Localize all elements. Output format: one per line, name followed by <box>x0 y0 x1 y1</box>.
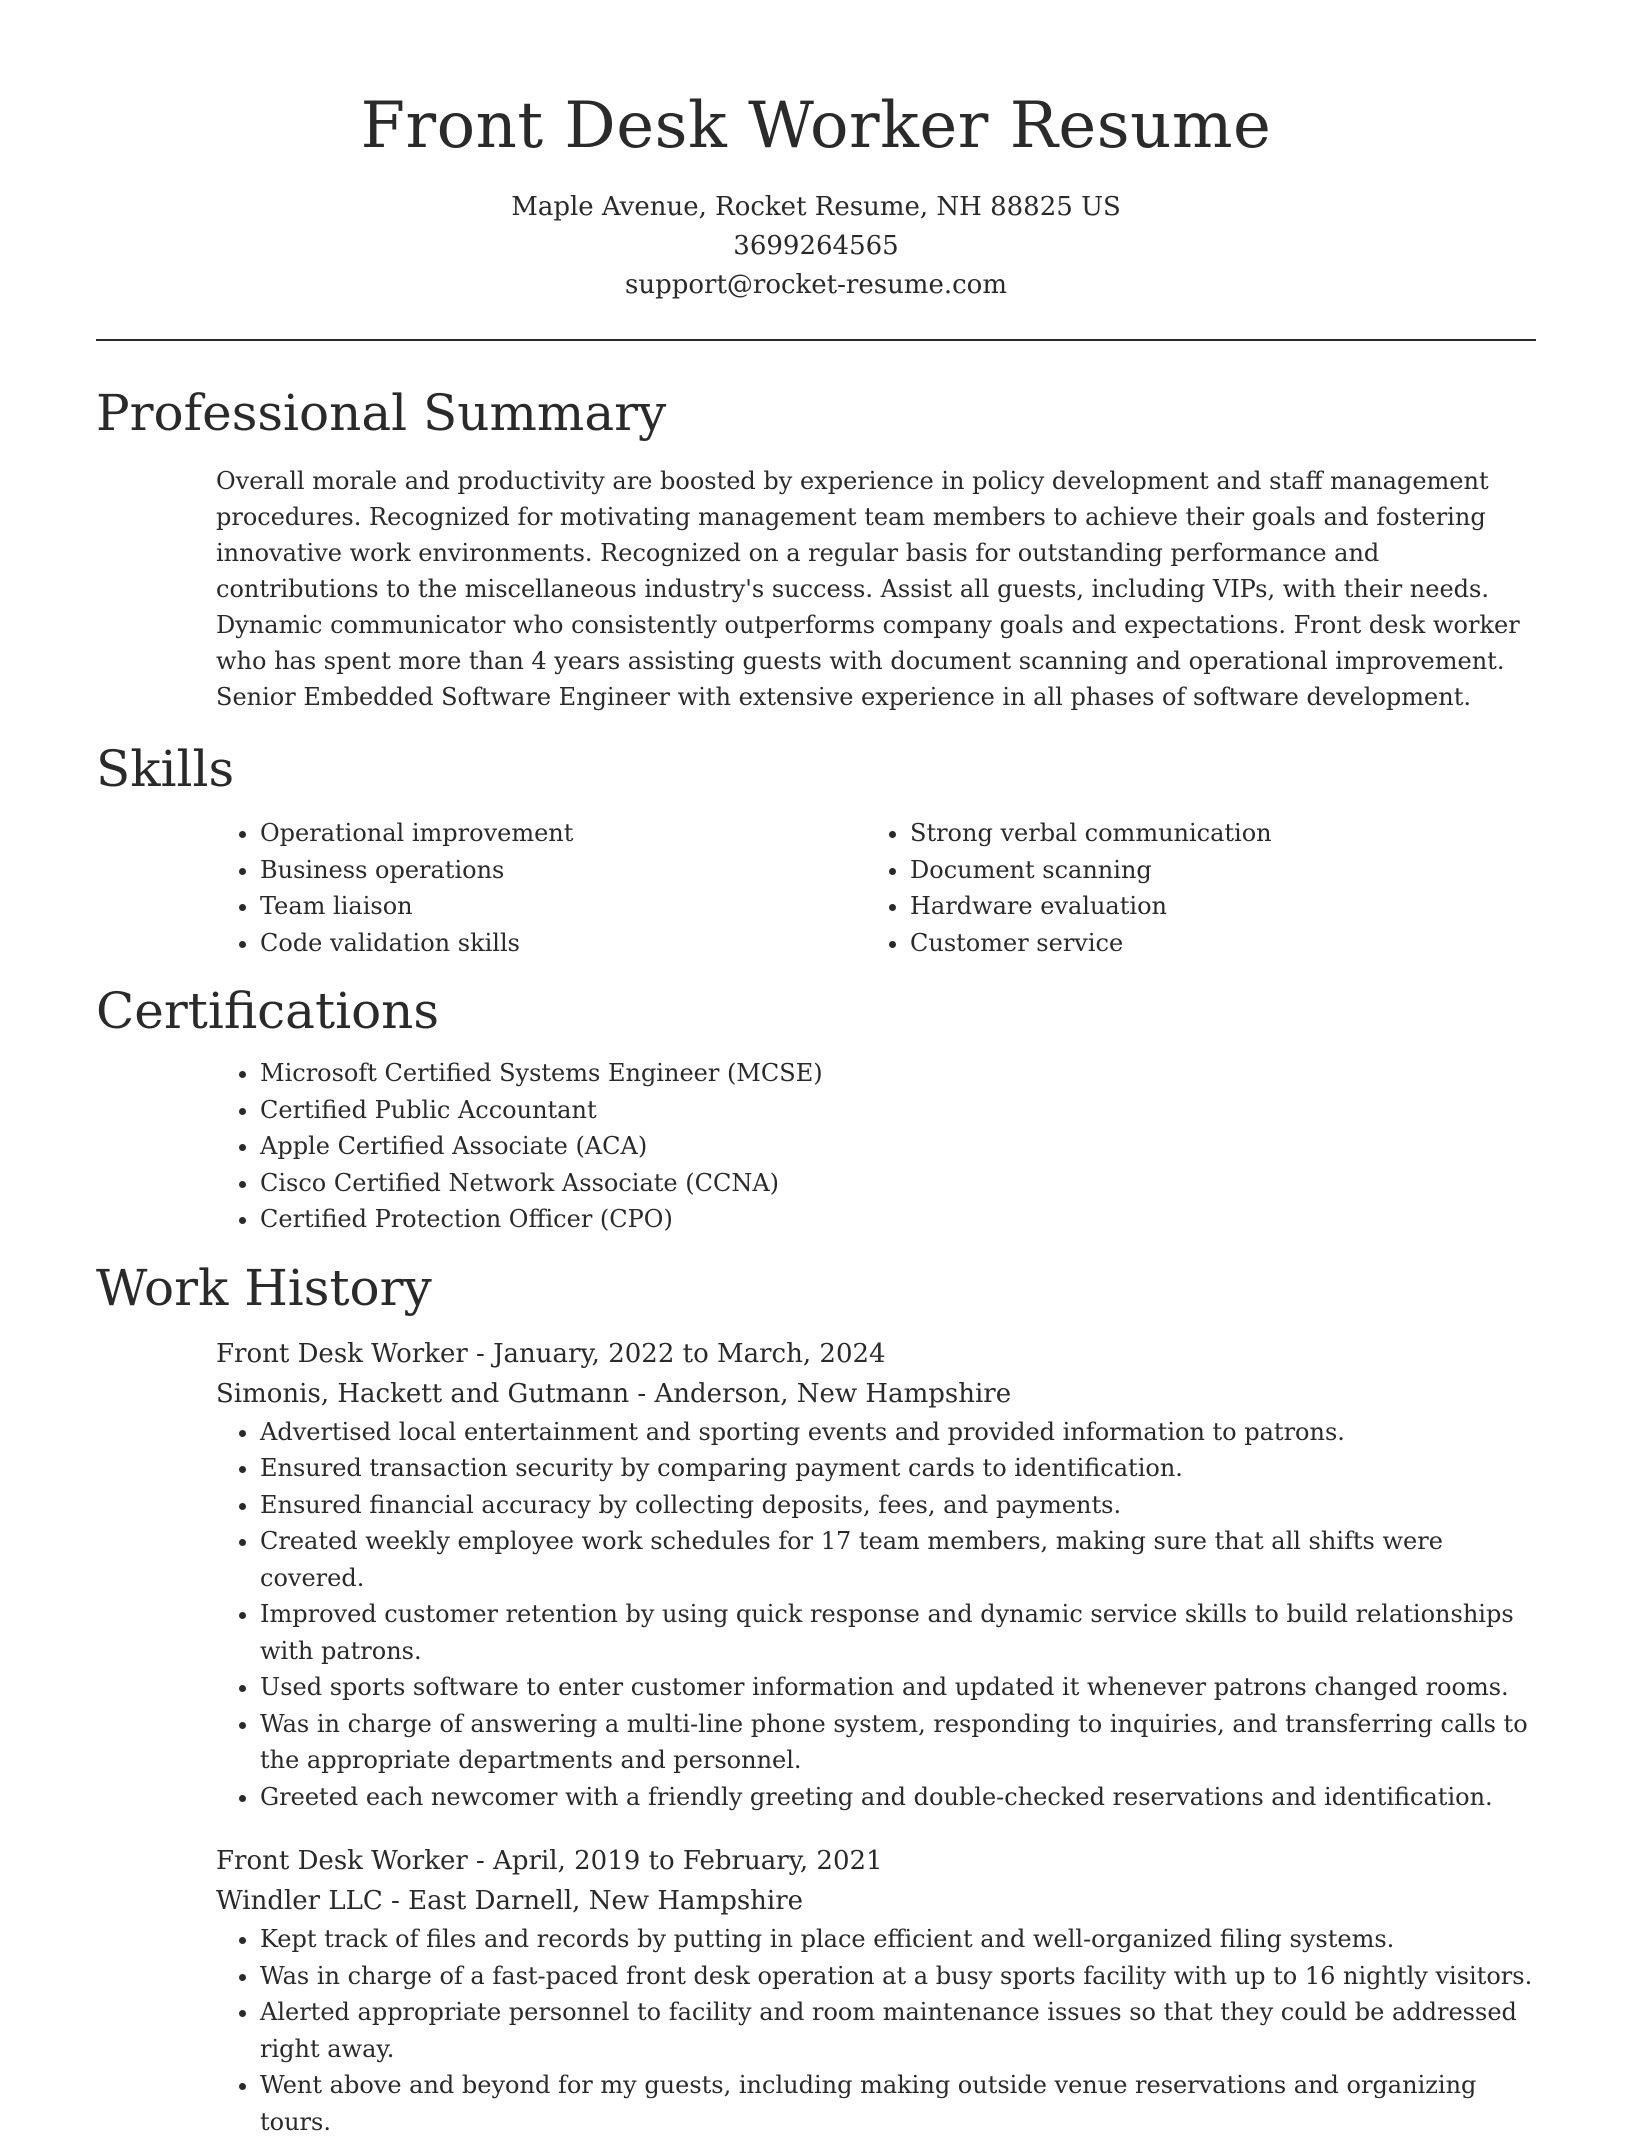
job-entry <box>216 1841 1536 2140</box>
job-duties <box>216 1921 1536 2140</box>
duty-item: • Ensured financial accuracy by collecting deposits, fees, and payments. <box>260 1487 1536 1524</box>
skills-column-right <box>866 815 1516 961</box>
skills-heading: Skills <box>96 740 235 798</box>
skill-item: • Hardware evaluation <box>910 888 1516 925</box>
resume-header <box>96 0 1536 305</box>
duty-item: • Ensured transaction security by comparing payment cards to identification. <box>260 1450 1536 1487</box>
duty-item: • Alerted appropriate personnel to facility and room maintenance issues so that they could be addressed right away. <box>260 1994 1536 2067</box>
job-duties <box>216 1414 1536 1816</box>
job-company-line: Simonis, Hackett and Gutmann - Anderson, New Hampshire <box>216 1378 1012 1409</box>
duty-item: • Used sports software to enter customer information and updated it whenever patrons changed rooms. <box>260 1669 1536 1706</box>
certification-item: • Certified Protection Officer (CPO) <box>260 1201 1536 1238</box>
certifications-heading: Certifications <box>96 982 440 1040</box>
duty-item: • Advertised local entertainment and sporting events and provided information to patrons. <box>260 1414 1536 1451</box>
certification-item: • Microsoft Certified Systems Engineer (MCSE) <box>260 1055 1536 1092</box>
address: Maple Avenue, Rocket Resume, NH 88825 US <box>511 192 1121 222</box>
skill-item: • Business operations <box>260 852 866 889</box>
duty-item: • Went above and beyond for my guests, including making outside venue reservations and organizing tours. <box>260 2067 1536 2140</box>
email: support@rocket-resume.com <box>624 270 1007 300</box>
skill-item: • Team liaison <box>260 888 866 925</box>
certification-item: • Cisco Certified Network Associate (CCNA) <box>260 1165 1536 1202</box>
duty-item: • Greeted each newcomer with a friendly greeting and double-checked reservations and identification. <box>260 1779 1536 1816</box>
skill-item: • Document scanning <box>910 852 1516 889</box>
phone: 3699264565 <box>733 231 899 261</box>
duty-item: • Created weekly employee work schedules for 17 team members, making sure that all shifts were covered. <box>260 1523 1536 1596</box>
job-title-line: Front Desk Worker - April, 2019 to February, 2021 <box>216 1846 883 1876</box>
skills-column-left <box>216 815 866 961</box>
skills-list <box>216 815 1536 961</box>
job-entry <box>216 1334 1536 1816</box>
skill-item: • Customer service <box>910 925 1516 962</box>
resume-title: Front Desk Worker Resume <box>360 89 1272 163</box>
summary-heading: Professional Summary <box>96 384 667 442</box>
summary-text: Overall morale and productivity are boosted by experience in policy development and staff management procedures. Recognized for motivating management team members to achieve their goals and fostering innovative work environments. Recognized on a regular basis for outstanding performance and contributions to the miscellaneous industry's success. Assist all guests, including VIPs, with their needs. Dynamic communicator who consistently outperforms company goals and expectations. Front desk worker who has spent more than 4 years assisting guests with document scanning and operational improvement. Senior Embedded Software Engineer with extensive experience in all phases of software development. <box>216 467 1520 711</box>
skill-item: • Code validation skills <box>260 925 866 962</box>
job-title-line: Front Desk Worker - January, 2022 to March, 2024 <box>216 1338 886 1369</box>
header-divider <box>96 339 1536 341</box>
skill-item: • Operational improvement <box>260 815 866 852</box>
skill-item: • Strong verbal communication <box>910 815 1516 852</box>
duty-item: • Kept track of files and records by putting in place efficient and well-organized filing systems. <box>260 1921 1536 1958</box>
duty-item: • Was in charge of answering a multi-line phone system, responding to inquiries, and transferring calls to the appropriate departments and personnel. <box>260 1706 1536 1779</box>
contact-info <box>96 188 1536 305</box>
job-company-line: Windler LLC - East Darnell, New Hampshire <box>216 1886 804 1916</box>
certification-item: • Certified Public Accountant <box>260 1092 1536 1129</box>
resume-page <box>96 0 1536 2140</box>
certification-item: • Apple Certified Associate (ACA) <box>260 1128 1536 1165</box>
work-history-heading: Work History <box>96 1258 432 1317</box>
duty-item: • Was in charge of a fast-paced front desk operation at a busy sports facility with up to 16 nightly visitors. <box>260 1958 1536 1995</box>
duty-item: • Improved customer retention by using quick response and dynamic service skills to build relationships with patrons. <box>260 1596 1536 1669</box>
certifications-list <box>216 1055 1536 1238</box>
